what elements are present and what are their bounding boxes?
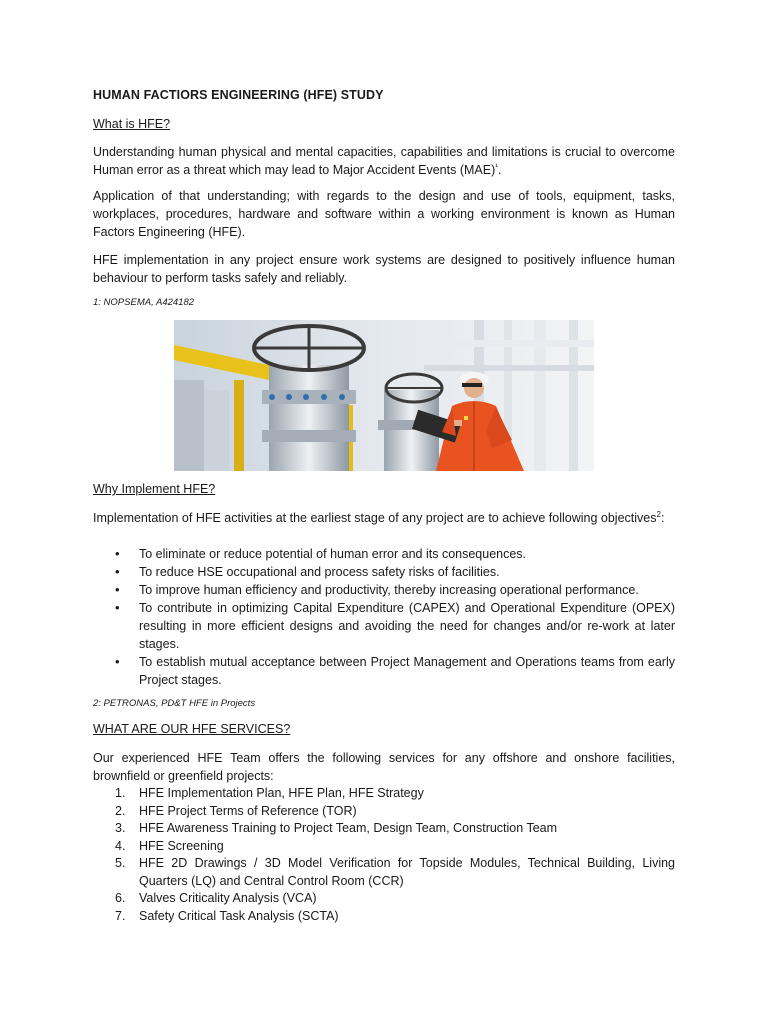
list-number: 7. [115,908,126,923]
footnote-1: 1: NOPSEMA, A424182 [93,297,195,308]
paragraph-services-intro: Our experienced HFE Team offers the following services for any offshore and onshore facilities, brownfield or greenfield projects: [93,751,675,783]
paragraph-end: . [497,163,502,177]
services-list [93,785,675,925]
heading-what-is-hfe: What is HFE? [93,117,171,131]
paragraph-text: Implementation of HFE activities at the earliest stage of any project are to achieve following objectives [93,511,657,525]
list-item [93,838,675,856]
list-text: HFE Project Terms of Reference (TOR) [139,803,357,818]
list-text: HFE 2D Drawings / 3D Model Verification for Topside Modules, Technical Building, Living Quarters (LQ) and Central Control Room (CCR) [139,856,675,888]
engineer-photo [174,320,594,471]
list-item: • To reduce HSE occupational and process safety risks of facilities. [93,563,675,581]
footnote-ref-2: 2 [656,509,661,519]
document-title: HUMAN FACTIORS ENGINEERING (HFE) STUDY [93,88,384,102]
heading-why-implement-hfe: Why Implement HFE? [93,482,216,496]
list-text: HFE Screening [139,838,224,853]
list-item: • To establish mutual acceptance between Project Management and Operations teams from early Project stages. [93,653,675,689]
list-number: 3. [115,821,126,835]
paragraph-what-is-hfe-2: Application of that understanding; with regards to the design and use of tools, equipment, tasks, workplaces, procedures, hardware and software within a working environment is known as Human Factors Engineering (HFE). [93,189,675,239]
paragraph-what-is-hfe-1 [93,143,675,179]
paragraph-end: : [660,511,665,525]
heading-hfe-services: WHAT ARE OUR HFE SERVICES? [93,722,291,736]
list-number: 4. [115,838,126,853]
list-number: 5. [115,856,126,870]
list-item: • To eliminate or reduce potential of human error and its consequences. [93,545,675,563]
footnote-ref-1: ¹ [495,161,498,171]
list-text: Safety Critical Task Analysis (SCTA) [139,908,339,923]
list-item [93,908,675,926]
objectives-list [93,545,675,689]
list-number: 2. [115,803,126,818]
list-text: Valves Criticality Analysis (VCA) [139,891,317,905]
list-item: • To improve human efficiency and productivity, thereby increasing operational performance. [93,581,675,599]
list-item [93,803,675,821]
list-text: HFE Awareness Training to Project Team, Design Team, Construction Team [139,821,558,835]
paragraph-text: Understanding human physical and mental capacities, capabilities and limitations is crucial to overcome Human error as a threat which may lead to Major Accident Events (MAE) [93,145,675,177]
list-number: 1. [115,786,126,800]
list-item [93,820,675,838]
list-item [93,855,675,890]
list-item [93,890,675,908]
footnote-2: 2: PETRONAS, PD&T HFE in Projects [93,698,256,709]
list-item: • To contribute in optimizing Capital Expenditure (CAPEX) and Operational Expenditure (OPEX) resulting in more efficient designs and avoiding the need for changes and/or re-work at later stages. [93,599,675,653]
list-item [93,785,675,803]
paragraph-why-implement-intro [93,509,675,527]
list-text: HFE Implementation Plan, HFE Plan, HFE Strategy [139,786,424,800]
paragraph-what-is-hfe-3: HFE implementation in any project ensure work systems are designed to positively influence human behaviour to perform tasks safely and reliably. [93,253,675,285]
list-number: 6. [115,891,126,905]
